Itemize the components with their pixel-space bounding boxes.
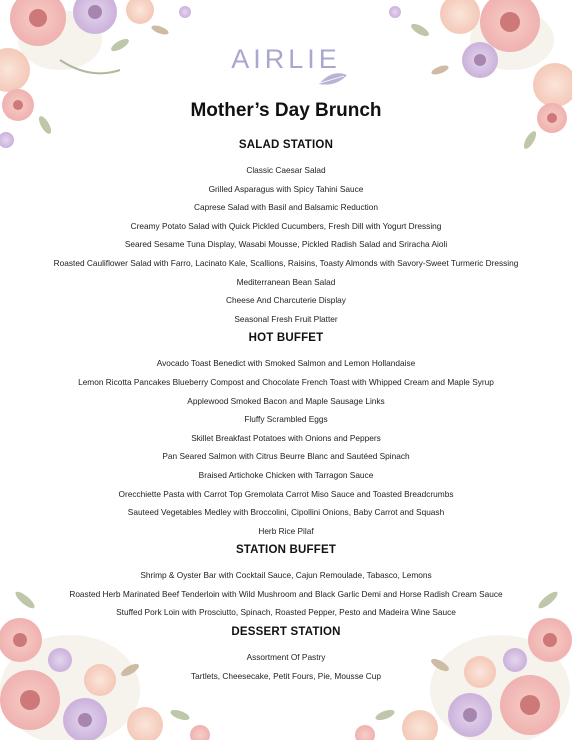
- menu-item: Caprese Salad with Basil and Balsamic Reduction: [193, 202, 378, 213]
- menu-item: Avocado Toast Benedict with Smoked Salmon and Lemon Hollandaise: [156, 358, 416, 369]
- leaf-icon: [318, 71, 348, 87]
- menu-item: Roasted Cauliflower Salad with Farro, Lacinato Kale, Scallions, Raisins, Toasty Almonds with Savory-Sweet Turmeric Dressing: [53, 257, 519, 268]
- menu-content: [20, 137, 552, 685]
- section-station-buffet: [20, 542, 552, 622]
- menu-item: Braised Artichoke Chicken with Tarragon Sauce: [198, 469, 374, 480]
- section-heading: DESSERT STATION: [231, 626, 341, 639]
- menu-item: Seared Sesame Tuna Display, Wasabi Mousse, Pickled Radish Salad and Sriracha Aioli: [124, 239, 448, 250]
- section-hot-buffet: [20, 330, 552, 540]
- menu-item: Fluffy Scrambled Eggs: [244, 414, 328, 425]
- menu-item: Lemon Ricotta Pancakes Blueberry Compost and Chocolate French Toast with Whipped Cream and Maple Syrup: [78, 376, 494, 387]
- menu-item: Tartlets, Cheesecake, Petit Fours, Pie, Mousse Cup: [191, 670, 381, 681]
- menu-item: Sauteed Vegetables Medley with Broccolini, Cipollini Onions, Baby Carrot and Squash: [127, 507, 445, 518]
- section-dessert-station: [20, 624, 552, 685]
- menu-item: Stuffed Pork Loin with Prosciutto, Spinach, Roasted Pepper, Pesto and Madeira Wine Sauce: [116, 607, 456, 618]
- menu-item: Assortment Of Pastry: [246, 652, 326, 663]
- menu-item: Seasonal Fresh Fruit Platter: [234, 313, 338, 324]
- menu-item: Grilled Asparagus with Spicy Tahini Sauce: [208, 183, 364, 194]
- menu-item: Shrimp & Oyster Bar with Cocktail Sauce, Cajun Remoulade, Tabasco, Lemons: [140, 570, 432, 581]
- menu-item: Creamy Potato Salad with Quick Pickled Cucumbers, Fresh Dill with Yogurt Dressing: [130, 220, 442, 231]
- section-heading: STATION BUFFET: [235, 544, 337, 557]
- menu-item: Roasted Herb Marinated Beef Tenderloin with Wild Mushroom and Black Garlic Demi and Horse Radish Cream Sauce: [69, 588, 503, 599]
- menu-item: Classic Caesar Salad: [246, 165, 326, 175]
- menu-item: Orecchiette Pasta with Carrot Top Gremolata Carrot Miso Sauce and Toasted Breadcrumbs: [118, 488, 454, 499]
- page-title: Mother’s Day Brunch: [190, 100, 382, 121]
- brand-logo: AIRLIE: [231, 44, 341, 74]
- menu-item: Applewood Smoked Bacon and Maple Sausage Links: [187, 395, 385, 406]
- menu-item: Mediterranean Bean Salad: [236, 276, 336, 287]
- menu-item: Skillet Breakfast Potatoes with Onions and Peppers: [191, 432, 381, 443]
- section-heading: HOT BUFFET: [248, 332, 324, 345]
- section-salad-station: [20, 137, 552, 328]
- menu-item: Herb Rice Pilaf: [258, 525, 314, 536]
- menu-item: Pan Seared Salmon with Citrus Beurre Blanc and Sautéed Spinach: [162, 451, 410, 462]
- section-heading: SALAD STATION: [238, 139, 334, 151]
- menu-item: Cheese And Charcuterie Display: [226, 295, 346, 306]
